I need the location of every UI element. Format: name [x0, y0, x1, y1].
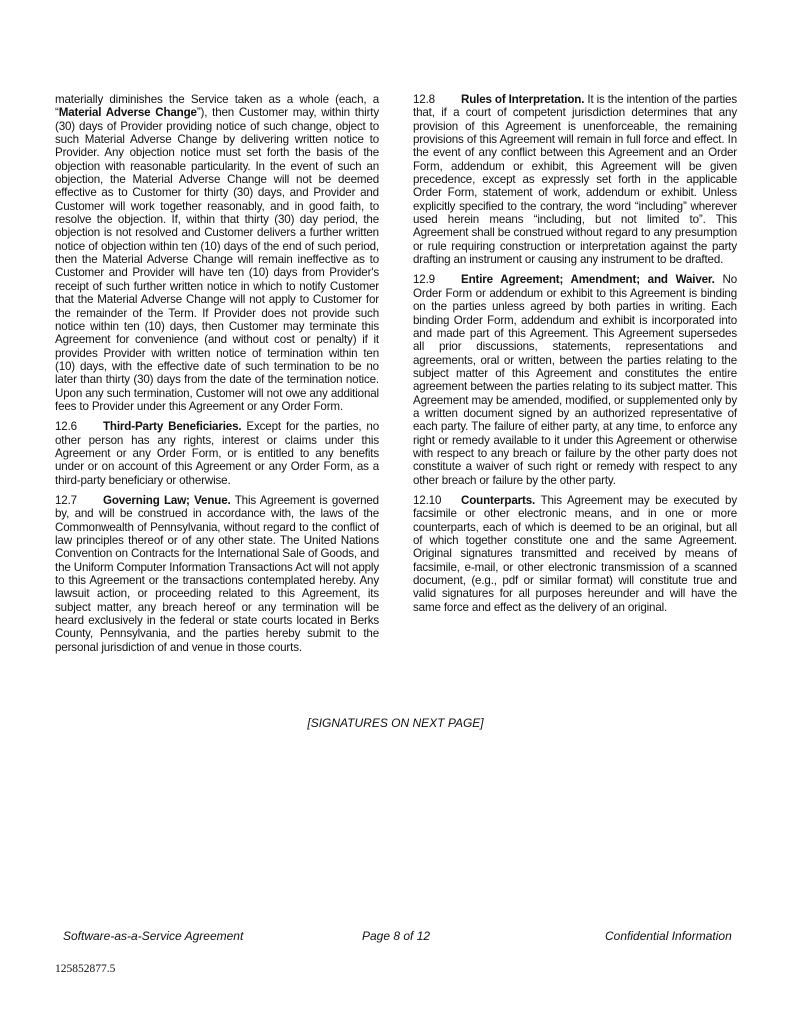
left-column — [55, 93, 379, 661]
section-body: Except for the parties, no other person has any rights, interest or claims under this Agreement or any Order Form, or is entitled to any benefits under or on account of this Agreement or any Order Form, as a third-party beneficiary or otherwise. — [55, 420, 380, 487]
footer-confidentiality: Confidential Information — [605, 929, 732, 943]
defined-term-material-adverse-change: Material Adverse Change — [58, 106, 197, 120]
section-body: It is the intention of the parties that, if a court of competent jurisdiction determines that any provision of this Agreement is unenforceable, the remaining provisions of this Agreement will remain in full force and effect. In the event of any conflict between this Agreement and an Order Form, addendum or exhibit, this Agreement will be given precedence, except as expressly set forth in the applicable Order Form, statement of work, addendum or exhibit. Unless explicitly specified to the contrary, the word “including” wherever used herein means “including, but not limited to”. This Agreement shall be construed without regard to any presumption or rule requiring construction or interpretation against the party drafting an instrument or causing any instrument to be drafted. — [413, 93, 737, 267]
section-number: 12.10 — [413, 493, 442, 507]
section-heading: Governing Law; Venue. — [103, 493, 231, 507]
section-body: No Order Form or addendum or exhibit to this Agreement is binding on the parties unless agreed by both parties in writing. Each binding Order Form, addendum and exhibit is incorporated into and made part of this Agreement. This Agreement supersedes all prior discussions, statements, representations and agreements, oral or written, between the parties relating to the subject matter of this Agreement and constitutes the entire agreement between the parties relating to its subject matter. This Agreement may be amended, modified, or supplemented only by a written document signed by an authorized representative of each party. The failure of either party, at any time, to enforce any right or remedy available to it under this Agreement or otherwise with respect to any breach or failure by the other party does not constitute a waiver of such right or remedy with respect to any other breach or failure by the other party. — [413, 273, 738, 487]
section-heading: Third-Party Beneficiaries. — [103, 420, 242, 434]
section-heading: Counterparts. — [461, 493, 536, 507]
section-heading: Rules of Interpretation. — [461, 93, 585, 106]
section-12-8 — [413, 93, 737, 266]
section-number: 12.6 — [55, 420, 77, 434]
section-12-10 — [413, 494, 737, 614]
document-id: 125852877.5 — [55, 963, 116, 975]
section-12-9 — [413, 273, 737, 487]
continuation-text-pre: materially diminishes the Service taken as a whole (each, a “ — [55, 93, 379, 120]
section-body: This Agreement may be executed by facsimile or other electronic means, and in one or more counterparts, each of which is deemed to be an original, but all of which together constitute one and the same Agreement. Original signatures transmitted and received by means of facsimile, e-mail, or other electronic transmission of a scanned document, (e.g., pdf or similar format) will constitute true and valid signatures for all purposes hereunder and will have the same force and effect as the delivery of an original. — [413, 493, 737, 614]
section-12-6 — [55, 420, 379, 487]
footer-document-title: Software-as-a-Service Agreement — [63, 929, 244, 943]
section-heading: Entire Agreement; Amendment; and Waiver. — [461, 273, 715, 287]
footer-page-number: Page 8 of 12 — [362, 929, 431, 943]
right-column — [413, 93, 737, 621]
continuation-text-post: ”), then Customer may, within thirty (30) days of Provider providing notice of such change, object to such Material Adverse Change by delivering written notice to Provider. Any objection notice must set forth the basis of the objection with reasonable particularity. In the event of such an objection, the Material Adverse Change will not be deemed effective as to Customer for thirty (30) days, and Provider and Customer will work together reasonably, and in good faith, to resolve the objection. If, within that thirty (30) day period, the objection is not resolved and Customer delivers a further written notice of objection within ten (10) days of the end of such period, then the Material Adverse Change will remain ineffective as to Customer and Provider will have ten (10) days from Provider's receipt of such further written notice in which to notify Customer that the Material Adverse Change will not apply to Customer for the remainder of the Term. If Provider does not provide such notice within ten (10) days, then Customer may terminate this Agreement for convenience (and without cost or penalty) if it provides Provider with written notice of termination within ten (10) days, with the effective date of such termination to be no later than thirty (30) days from the date of the termination notice. Upon any such termination, Customer will not owe any additional fees to Provider under this Agreement or any Order Form. — [55, 106, 379, 413]
section-body: This Agreement is governed by, and will be construed in accordance with, the laws of the Commonwealth of Pennsylvania, without regard to the conflict of law principles thereof or of any other state. The United Nations Convention on Contracts for the International Sale of Goods, and the Uniform Computer Information Transactions Act will not apply to this Agreement or the transactions contemplated hereby. Any lawsuit action, or proceeding related to this Agreement, its subject matter, any breach hereof or any termination will be heard exclusively in the federal or state courts located in Berks County, Pennsylvania, and the parties hereby submit to the personal jurisdiction of and venue in those courts. — [55, 493, 379, 654]
section-number: 12.8 — [413, 93, 435, 106]
section-number: 12.9 — [413, 273, 435, 287]
section-number: 12.7 — [55, 493, 77, 507]
section-12-7 — [55, 494, 379, 654]
section-12-5-continuation — [55, 93, 379, 413]
signatures-next-page-note: [SIGNATURES ON NEXT PAGE] — [307, 716, 484, 730]
